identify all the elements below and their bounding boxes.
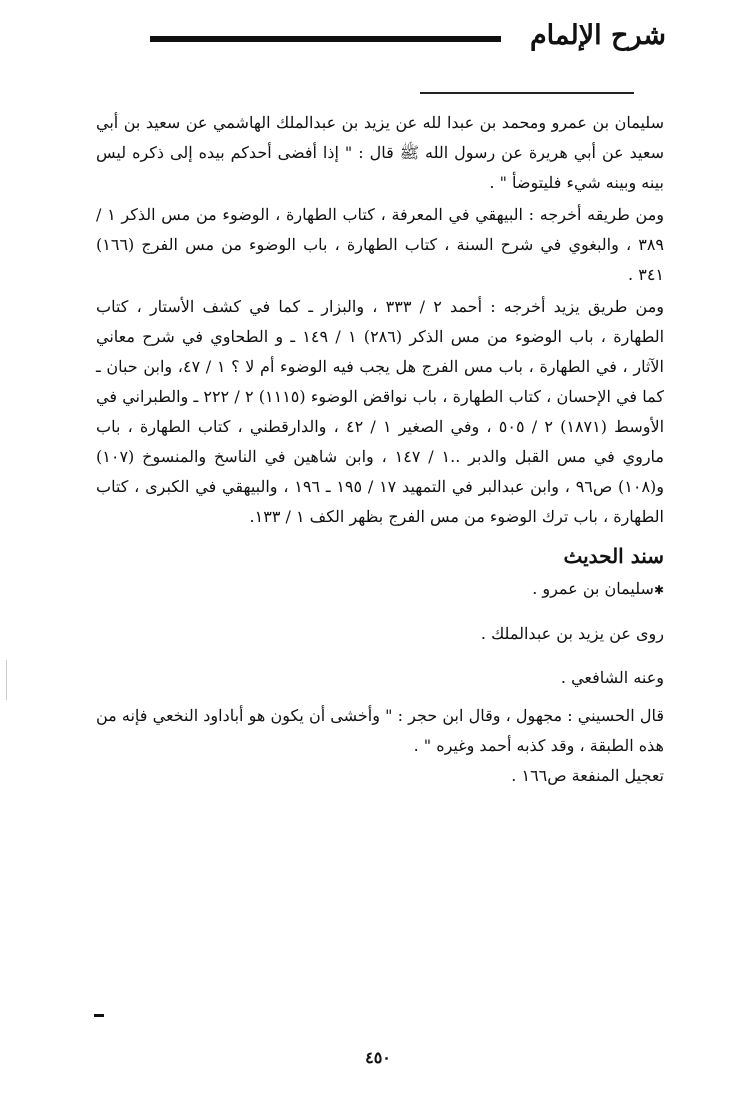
running-header: [150, 16, 666, 62]
scan-edge-mark: [6, 660, 7, 700]
header-title: شرح الإلمام: [529, 20, 666, 51]
paragraph-hadith-text: سليمان بن عمرو ومحمد بن عبدا لله عن يزيد بن عبدالملك الهاشمي عن سعيد بن أبي سعيد عن أبي هريرة عن رسول الله ﷺ قال : " إذا أفضى أحدكم بيده إلى ذكره ليس بينه وبينه شيء فليتوضأ " .: [96, 113, 664, 192]
dash-mark: [94, 1014, 104, 1017]
narrated-from-line: روى عن يزيد بن عبدالملك .: [480, 624, 664, 643]
narrator-name: ✱ سليمان بن عمرو .: [96, 574, 664, 605]
main-text: [96, 108, 664, 791]
section-heading: سند الحديث: [563, 544, 664, 568]
reference-line: تعجيل المنفعة ص١٦٦ .: [511, 766, 664, 785]
narrated-by-line: وعنه الشافعي .: [560, 668, 664, 687]
grading-paragraph: قال الحسيني : مجهول ، وقال ابن حجر : " وأخشى أن يكون هو أباداود النخعي فإنه من هذه الطبقة ، وقد كذبه أحمد وغيره " .: [96, 706, 664, 755]
footnote-separator-rule: [420, 92, 634, 94]
header-rule: [150, 36, 501, 42]
paragraph-baihaqi-source: ومن طريقه أخرجه : البيهقي في المعرفة ، كتاب الطهارة ، الوضوء من مس الذكر ١ / ٣٨٩ ، والبغوي في شرح السنة ، كتاب الطهارة ، باب الوضوء من مس الفرج (١٦٦) ٣٤١ .: [96, 205, 664, 284]
paragraph-yazid-sources: ومن طريق يزيد أخرجه : أحمد ٢ / ٣٣٣ ، والبزار ـ كما في كشف الأستار ، كتاب الطهارة ، باب الوضوء من مس الذكر (٢٨٦) ١ / ١٤٩ ـ و الطحاوي في شرح معاني الآثار ، في الطهارة ، باب مس الفرج هل يجب فيه الوضوء أم لا ؟ ١ / ٤٧، وابن حبان ـ كما في الإحسان ، كتاب الطهارة ، باب نواقض الوضوء (١١١٥) ٢ / ٢٢٢ ـ والطبراني في الأوسط (١٨٧١) ٢ / ٥٠٥ ، وفي الصغير ١ / ٤٢ ، والدارقطني ، كتاب الطهارة ، باب ماروي في مس القبل والدبر ..١ / ١٤٧ ، وابن شاهين في الناسخ والمنسوخ (١٠٧) و(١٠٨) ص٩٦ ، وابن عبدالبر في التمهيد ١٧ / ١٩٥ ـ ١٩٦ ، والبيهقي في الكبرى ، كتاب الطهارة ، باب ترك الوضوء من مس الفرج بظهر الكف ١ / ١٣٣.: [96, 297, 665, 526]
page-number: ٤٥٠: [365, 1048, 391, 1067]
